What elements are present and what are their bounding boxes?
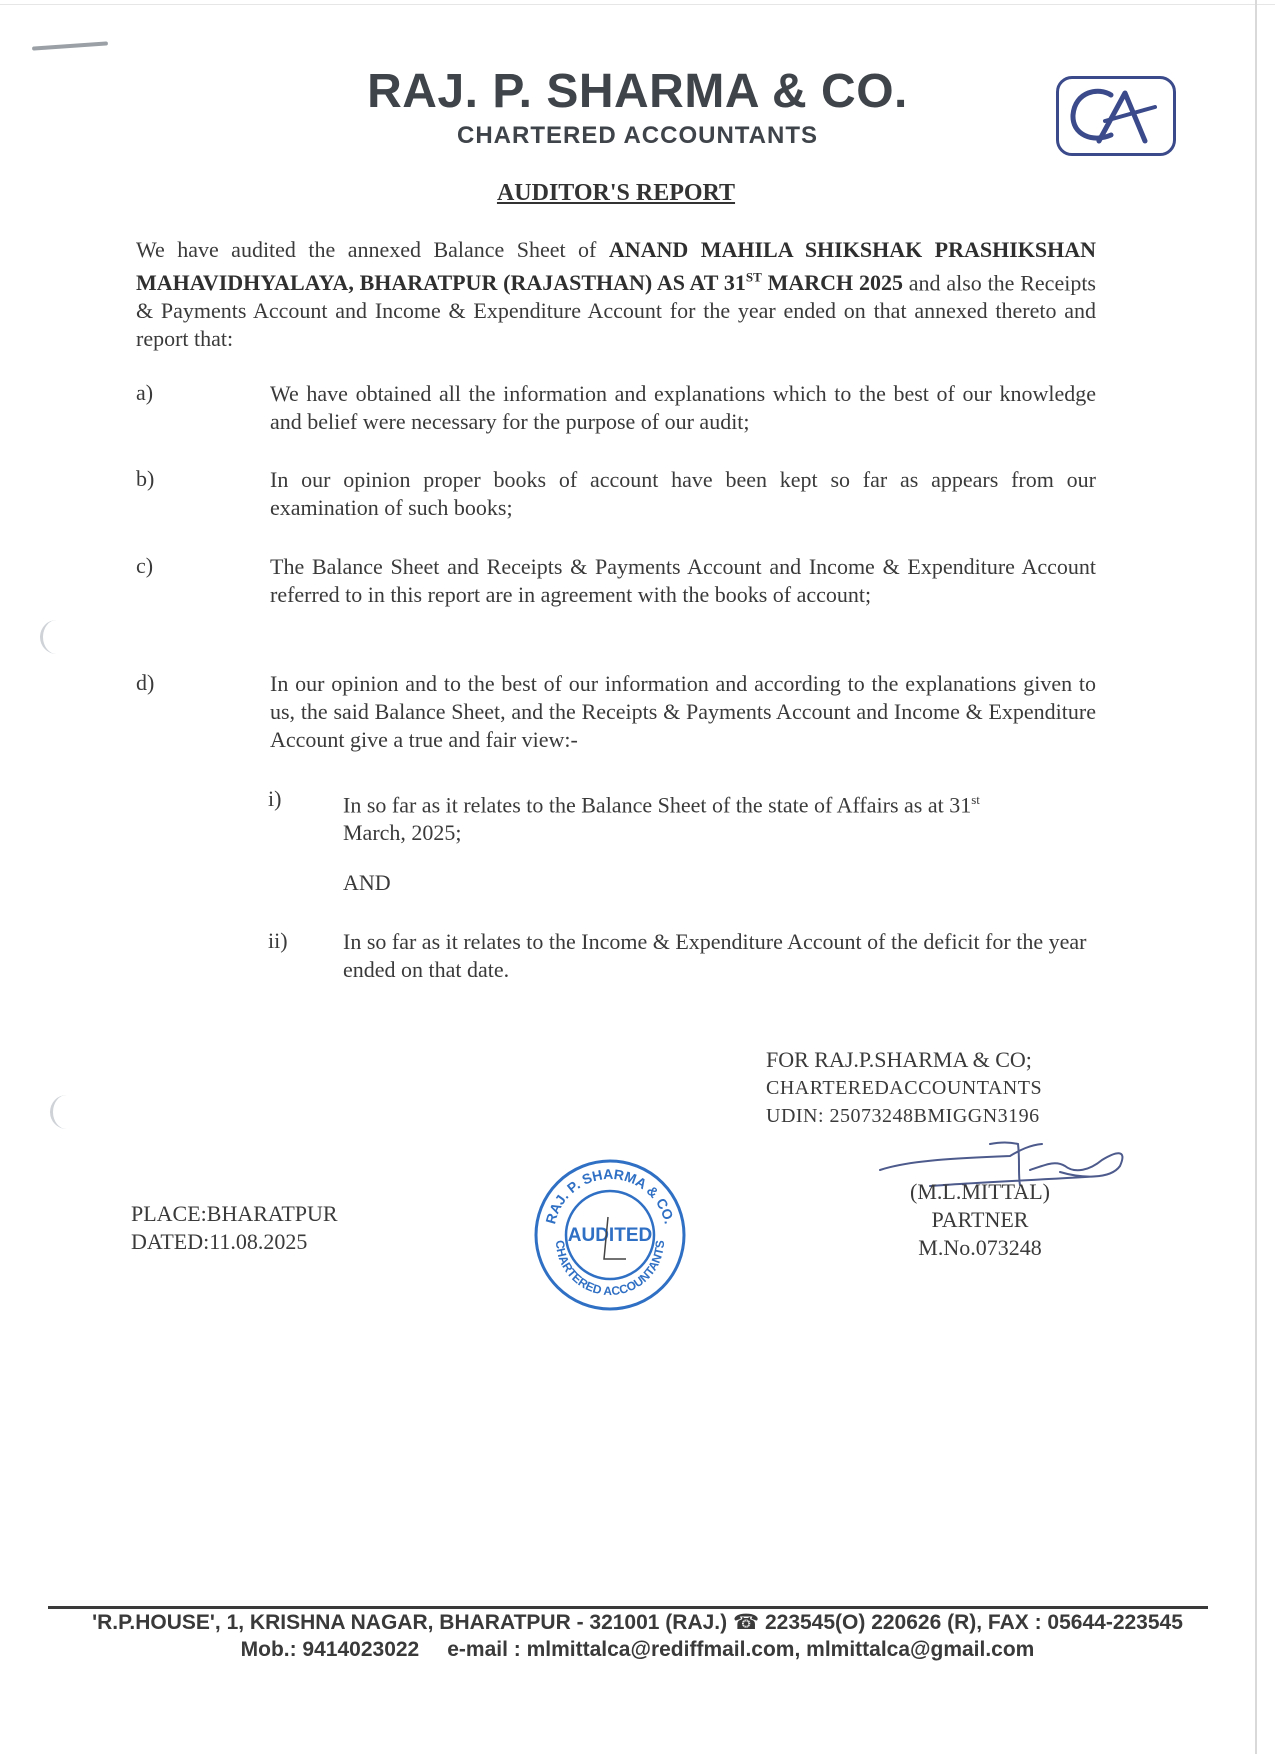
sub-item-i-text-main: In so far as it relates to the Balance Sheet of the state of Affairs as at 31 (343, 792, 972, 818)
signatory-block (766, 1046, 1042, 1130)
sub-item-ii-text: In so far as it relates to the Income & Expenditure Account of the deficit for the year ended on that date. (343, 929, 1087, 982)
punch-hole-upper (40, 620, 73, 654)
signatory-role: PARTNER (931, 1207, 1029, 1232)
firm-subtitle: CHARTERED ACCOUNTANTS (457, 122, 818, 149)
sub-item-i-label: i) (268, 786, 282, 811)
and-word: AND (343, 870, 391, 895)
intro-entity-sup: ST (745, 270, 762, 285)
sub-item-ii-label: ii) (268, 928, 288, 953)
sub-item-i-text (343, 786, 1093, 847)
place: PLACE:BHARATPUR (131, 1201, 338, 1226)
sub-item-i-sup: st (971, 792, 980, 807)
firm-name: RAJ. P. SHARMA & CO. (367, 65, 908, 118)
dated: DATED:11.08.2025 (131, 1229, 308, 1254)
footer-contact (0, 1638, 1275, 1662)
signatory-details (880, 1178, 1080, 1262)
footer-address: 'R.P.HOUSE', 1, KRISHNA NAGAR, BHARATPUR - 321001 (RAJ.) ☎ 223545(O) 220626 (R), FAX : 05644-223545 (92, 1611, 1183, 1634)
stamp-ring-top: RAJ. P. SHARMA & CO. (542, 1165, 678, 1226)
ca-logo-icon (1059, 79, 1173, 153)
item-b-text: In our opinion proper books of account have been kept so far as appears from our examination of such books; (270, 467, 1096, 520)
place-date-block (131, 1200, 338, 1256)
intro-tail: and also the Receipts & Payments Account and Income & Expenditure Account for the year ended on that annexed thereto and report that: (136, 270, 1096, 352)
item-c-label: c) (136, 553, 154, 578)
page-top-edge (0, 4, 1275, 5)
scan-mark (32, 41, 108, 50)
item-d-label: d) (136, 670, 155, 695)
signatory-for-line: FOR RAJ.P.SHARMA & CO; (766, 1047, 1032, 1072)
stamp-ring-bottom: CHARTERED ACCOUNTANTS (552, 1239, 668, 1299)
item-a-label: a) (136, 380, 154, 405)
sub-item-i-text-end: March, 2025; (343, 820, 462, 846)
signatory-name: (M.L.MITTAL) (910, 1179, 1050, 1204)
footer-mobile: Mob.: 9414023022 (240, 1638, 420, 1661)
intro-entity-date: MARCH 2025 (761, 270, 903, 296)
footer-rule (48, 1606, 1208, 1609)
audited-stamp (530, 1155, 690, 1315)
intro-lead: We have audited the annexed Balance Sheet of (136, 237, 609, 262)
item-d-text: In our opinion and to the best of our information and according to the explanations given to us, the said Balance Sheet, and the Receipts & Payments Account and Income & Expenditure Account give a true and fair view:- (270, 671, 1096, 752)
item-b-label: b) (136, 466, 155, 491)
signatory-membership: M.No.073248 (918, 1235, 1042, 1260)
item-c-text: The Balance Sheet and Receipts & Payments Account and Income & Expenditure Account referred to in this report are in agreement with the books of account; (270, 554, 1096, 607)
signatory-udin: UDIN: 25073248BMIGGN3196 (766, 1105, 1040, 1127)
footer-email: e-mail : mlmittalca@rediffmail.com, mlmittalca@gmail.com (447, 1638, 1035, 1661)
ca-logo (1056, 76, 1176, 156)
intro-entity-name: ANAND MAHILA SHIKSHAK PRASHIKSHAN MAHAVIDHYALAYA, BHARATPUR (RAJASTHAN) AS AT 31 (136, 237, 1096, 296)
page-right-edge (1255, 0, 1257, 1754)
signatory-ca-line: CHARTEREDACCOUNTANTS (766, 1077, 1043, 1099)
intro-paragraph (136, 236, 1096, 353)
item-a-text: We have obtained all the information and explanations which to the best of our knowledge and belief were necessary for the purpose of our audit; (270, 381, 1096, 434)
stamp-center-text: AUDITED (567, 1225, 653, 1246)
punch-hole-lower (50, 1095, 83, 1129)
report-title: AUDITOR'S REPORT (496, 180, 736, 206)
